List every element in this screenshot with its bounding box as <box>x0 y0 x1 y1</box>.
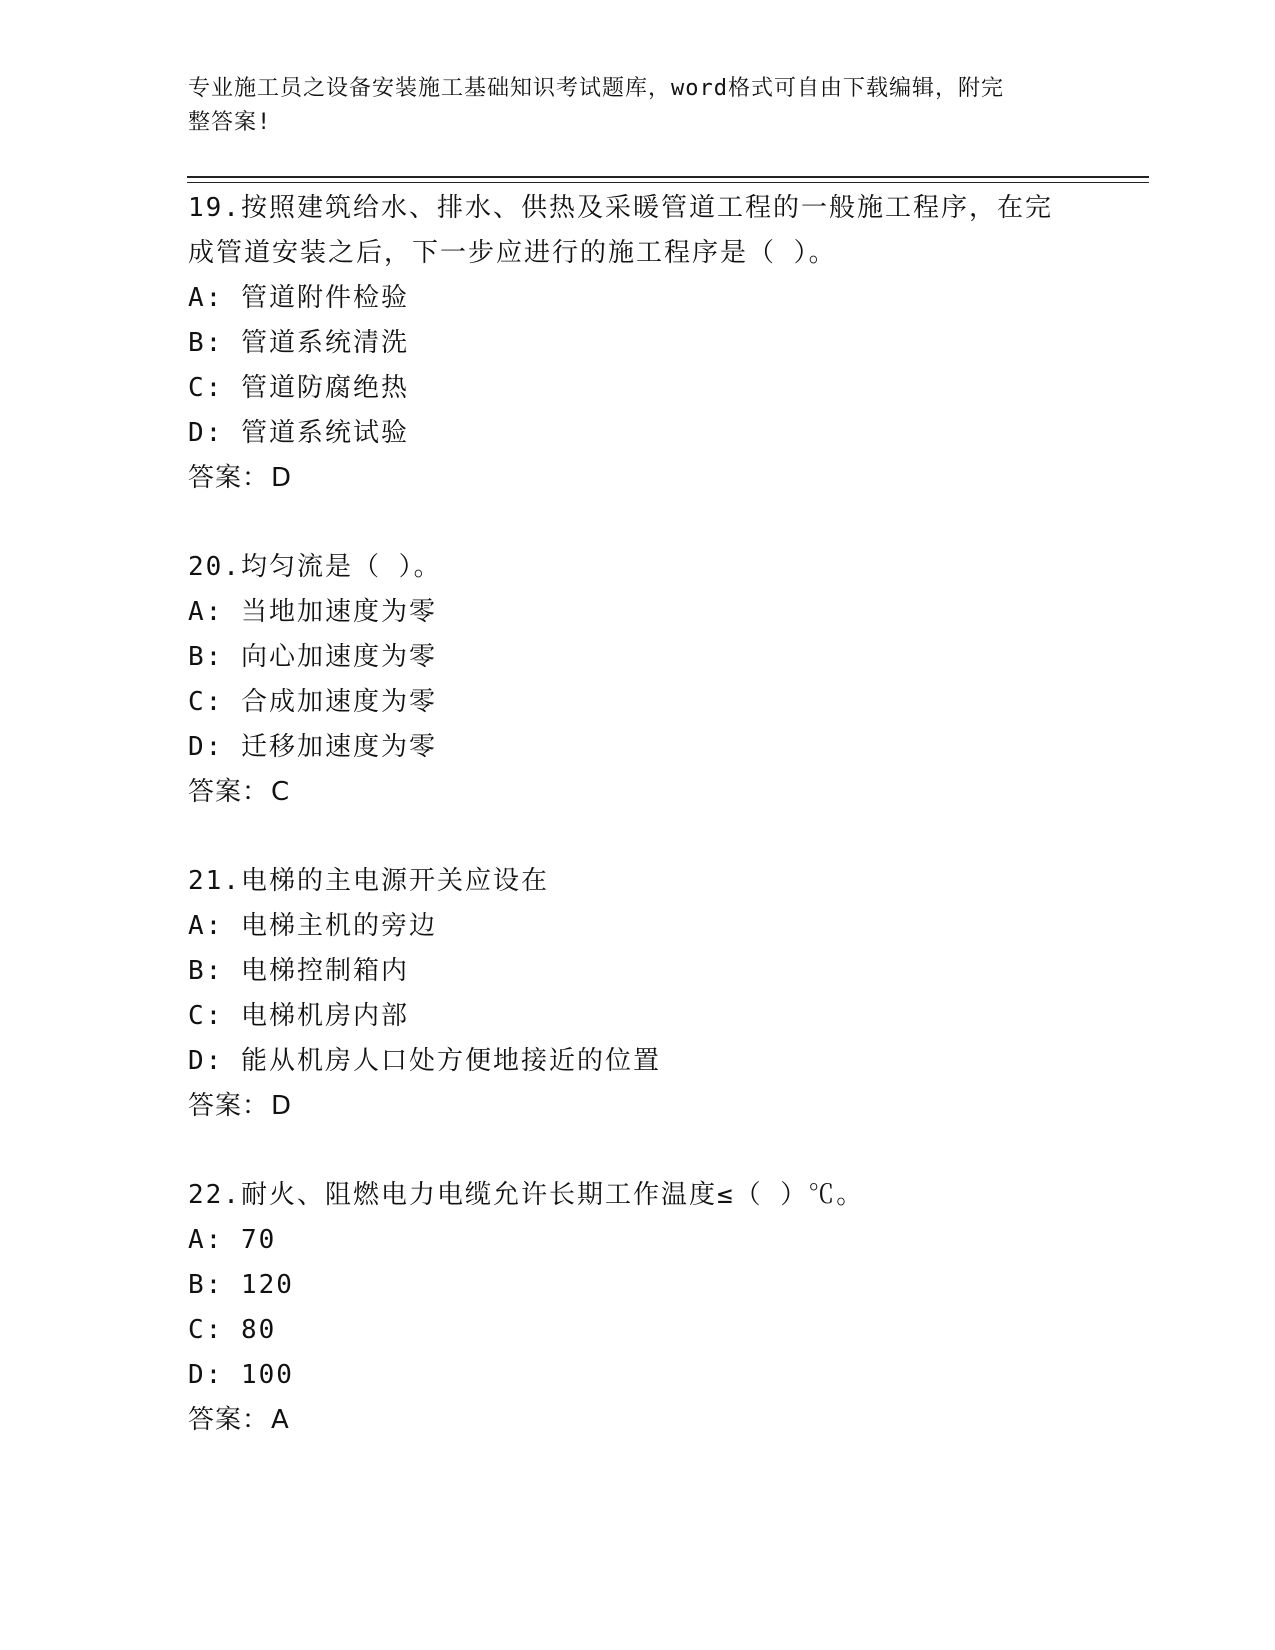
answer-label: 答案： <box>188 1091 270 1121</box>
document-header <box>188 72 1068 140</box>
option-c: C: 管道防腐绝热 <box>188 373 409 403</box>
question-stem-line: 19.按照建筑给水、排水、供热及采暖管道工程的一般施工程序，在完 <box>188 193 1053 223</box>
answer-line <box>188 770 1088 815</box>
option-b: B: 向心加速度为零 <box>188 642 437 672</box>
option-c: C: 合成加速度为零 <box>188 687 437 717</box>
header-line-1: 专业施工员之设备安装施工基础知识考试题库，word格式可自由下载编辑，附完 <box>188 76 1004 101</box>
option-d: D: 管道系统试验 <box>188 418 409 448</box>
question-22 <box>188 1173 1088 1443</box>
question-stem-line: 20.均匀流是（ ）。 <box>188 552 442 582</box>
answer-line <box>188 456 1088 501</box>
question-19 <box>188 186 1088 501</box>
answer-label: 答案： <box>188 777 270 807</box>
question-stem-line: 22.耐火、阻燃电力电缆允许长期工作温度≤（ ）℃。 <box>188 1180 865 1210</box>
option-b: B: 120 <box>188 1270 294 1300</box>
option-a: A: 70 <box>188 1225 277 1255</box>
header-line-2: 整答案! <box>188 110 272 135</box>
question-list <box>188 186 1088 1487</box>
option-a: A: 当地加速度为零 <box>188 597 437 627</box>
header-rule-thin <box>187 182 1149 183</box>
question-stem-line: 21.电梯的主电源开关应设在 <box>188 866 549 896</box>
option-d: D: 能从机房人口处方便地接近的位置 <box>188 1046 661 1076</box>
answer-value: D <box>271 1091 293 1121</box>
option-a: A: 电梯主机的旁边 <box>188 911 437 941</box>
option-c: C: 电梯机房内部 <box>188 1001 409 1031</box>
answer-value: A <box>271 1405 290 1435</box>
option-a: A: 管道附件检验 <box>188 283 409 313</box>
answer-value: C <box>271 777 291 807</box>
answer-line <box>188 1084 1088 1129</box>
question-20 <box>188 545 1088 815</box>
option-d: D: 迁移加速度为零 <box>188 732 437 762</box>
answer-label: 答案： <box>188 1405 270 1435</box>
option-b: B: 电梯控制箱内 <box>188 956 409 986</box>
answer-line <box>188 1398 1088 1443</box>
answer-label: 答案： <box>188 463 270 493</box>
question-stem-line: 成管道安装之后，下一步应进行的施工程序是（ ）。 <box>188 238 837 268</box>
option-d: D: 100 <box>188 1360 294 1390</box>
option-b: B: 管道系统清洗 <box>188 328 409 358</box>
option-c: C: 80 <box>188 1315 277 1345</box>
header-rule-thick <box>187 176 1149 178</box>
answer-value: D <box>271 463 293 493</box>
question-21 <box>188 859 1088 1129</box>
